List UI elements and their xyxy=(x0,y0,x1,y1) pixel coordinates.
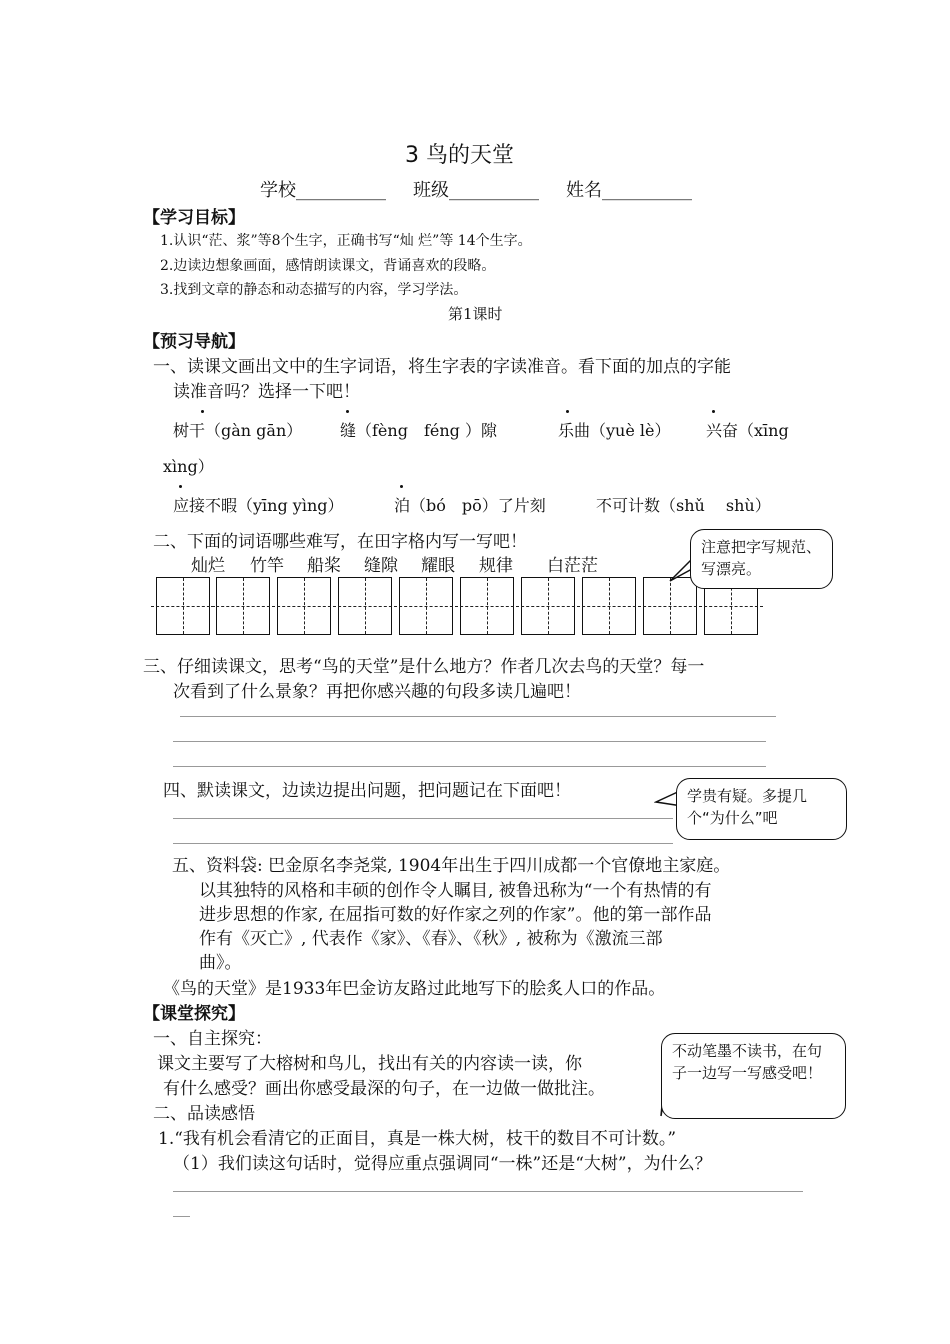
q5-text: 曲》。 xyxy=(199,953,242,973)
pinyin-choice: 缝（fèng féng ）隙 xyxy=(340,421,497,440)
q2-text: 二、下面的词语哪些难写，在田字格内写一写吧！ xyxy=(153,532,527,552)
explore-header: 【课堂探究】 xyxy=(143,1004,245,1024)
sub-question: （1）我们读这句话时，觉得应重点强调同“一株”还是“大树”，为什么？ xyxy=(173,1154,712,1174)
pinyin-choice: xìng） xyxy=(163,457,214,476)
word: 竹竿 xyxy=(250,556,284,576)
pinyin-choice: 应接不暇（yīng yìng） xyxy=(173,496,344,515)
writing-grid-cell[interactable] xyxy=(277,577,331,635)
word: 船桨 xyxy=(307,556,341,576)
word: 白茫茫 xyxy=(547,556,598,576)
word: 耀眼 xyxy=(421,556,455,576)
writing-grid-cell[interactable] xyxy=(156,577,210,635)
answer-line[interactable] xyxy=(173,818,673,819)
q1-text: 一、读课文画出文中的生字词语，将生字表的字读准音。看下面的加点的字能 xyxy=(153,357,731,377)
q3-text: 三、仔细读课文，思考“鸟的天堂”是什么地方？作者几次去鸟的天堂？每一 xyxy=(143,657,705,677)
s1-body: 课文主要写了大榕树和鸟儿，找出有关的内容读一读，你 xyxy=(157,1054,582,1074)
emphasis-dot xyxy=(566,410,569,413)
writing-grid-cell[interactable] xyxy=(460,577,514,635)
q1-text-2: 读准音吗？选择一下吧！ xyxy=(173,382,360,402)
answer-line[interactable] xyxy=(180,716,776,717)
q5-text: 进步思想的作家, 在屈指可数的好作家之列的作家”。他的第一部作品 xyxy=(199,905,712,925)
emphasis-dot xyxy=(179,485,182,488)
q3-text-2: 次看到了什么景象？再把你感兴趣的句段多读几遍吧！ xyxy=(173,682,581,702)
emphasis-dot xyxy=(201,410,204,413)
goal-item: 2.边读边想象画面，感情朗读课文，背诵喜欢的段略。 xyxy=(160,258,496,274)
writing-grid-cell[interactable] xyxy=(338,577,392,635)
pinyin-choice: 乐曲（yuè lè） xyxy=(558,421,671,440)
pinyin-choice: 不可计数（shǔ shù） xyxy=(596,496,771,515)
pinyin-choice: 兴奋（xīng xyxy=(706,421,789,440)
page-title: 3 鸟的天堂 xyxy=(405,143,514,168)
emphasis-dot xyxy=(346,410,349,413)
quote-text: 1.“我有机会看清它的正面目，真是一株大树，枝干的数目不可计数。” xyxy=(158,1129,677,1149)
word: 规律 xyxy=(479,556,513,576)
pinyin-choice: 树干（gàn gān） xyxy=(173,421,303,440)
tip-bubble: 注意把字写规范、写漂亮。 xyxy=(690,529,833,589)
tip-bubble: 学贵有疑。多提几个“为什么”吧 xyxy=(676,778,847,840)
name-field[interactable]: 姓名__________ xyxy=(566,180,692,201)
answer-line[interactable] xyxy=(173,843,673,844)
q5-text: 作有《灭亡》, 代表作《家》、《春》、《秋》, 被称为《激流三部 xyxy=(199,929,663,949)
school-field[interactable]: 学校__________ xyxy=(260,180,386,201)
s1-body-2: 有什么感受？画出你感受最深的句子，在一边做一做批注。 xyxy=(163,1079,605,1099)
class-field[interactable]: 班级__________ xyxy=(413,180,539,201)
q5-text: 《鸟的天堂》是1933年巴金访友路过此地写下的脍炙人口的作品。 xyxy=(163,979,666,999)
goals-header: 【学习目标】 xyxy=(143,208,245,228)
q5-text: 以其独特的风格和丰硕的创作令人瞩目, 被鲁迅称为“一个有热情的有 xyxy=(199,881,712,901)
answer-line[interactable] xyxy=(173,741,766,742)
s1-text: 一、自主探究： xyxy=(153,1029,272,1049)
goal-item: 3.找到文章的静态和动态描写的内容，学习学法。 xyxy=(160,282,468,298)
writing-grid-cell[interactable] xyxy=(582,577,636,635)
pinyin-choice: 泊（bó pō）了片刻 xyxy=(394,496,546,515)
tip-bubble: 不动笔墨不读书，在句子一边写一写感受吧！ xyxy=(661,1033,846,1119)
preview-header: 【预习导航】 xyxy=(143,332,245,352)
writing-grid-cell[interactable] xyxy=(643,577,697,635)
word: 缝隙 xyxy=(364,556,398,576)
emphasis-dot xyxy=(712,410,715,413)
goal-item: 1.认识“茫、浆”等8个生字，正确书写“灿 烂”等 14个生字。 xyxy=(160,233,532,249)
writing-grid-cell[interactable] xyxy=(521,577,575,635)
q5-text: 五、资料袋: 巴金原名李尧棠, 1904年出生于四川成都一个官僚地主家庭。 xyxy=(172,856,731,876)
s2-text: 二、品读感悟 xyxy=(153,1104,255,1124)
q4-text: 四、默读课文，边读边提出问题，把问题记在下面吧！ xyxy=(163,781,571,801)
word: 灿烂 xyxy=(191,556,225,576)
writing-grid-cell[interactable] xyxy=(216,577,270,635)
answer-line[interactable] xyxy=(173,766,766,767)
answer-line[interactable] xyxy=(173,1191,803,1192)
lesson-label: 第1课时 xyxy=(448,305,503,323)
answer-line[interactable] xyxy=(173,1216,190,1217)
emphasis-dot xyxy=(400,485,403,488)
writing-grid-cell[interactable] xyxy=(399,577,453,635)
